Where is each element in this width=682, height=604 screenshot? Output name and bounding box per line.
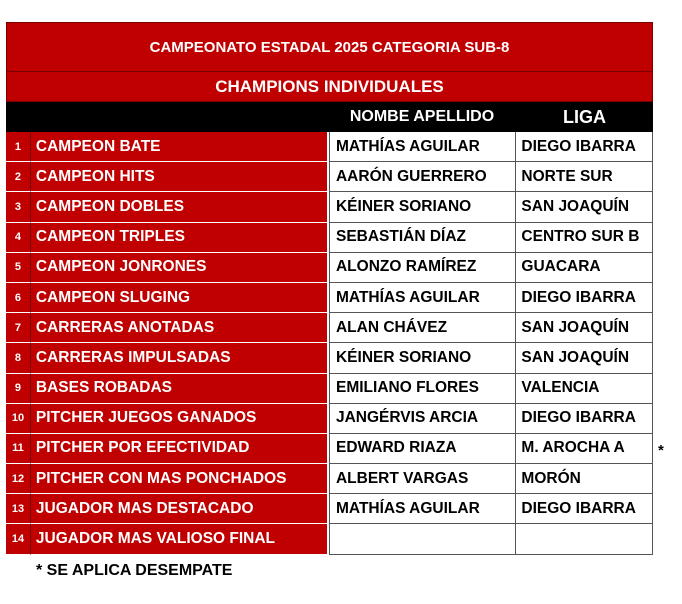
row-name: SEBASTIÁN DÍAZ: [329, 223, 516, 253]
row-category: PITCHER CON MAS PONCHADOS: [30, 464, 327, 494]
row-liga: SAN JOAQUÍN: [516, 343, 653, 373]
row-name: ALAN CHÁVEZ: [329, 313, 516, 343]
tiebreak-mark: *: [658, 442, 664, 459]
table-subtitle: CHAMPIONS INDIVIDUALES: [6, 72, 653, 102]
row-number: 13: [6, 494, 30, 524]
row-number: 7: [6, 313, 30, 343]
row-number: 11: [6, 434, 30, 464]
row-liga: GUACARA: [516, 253, 653, 283]
header-liga: LIGA: [563, 106, 606, 127]
row-liga: SAN JOAQUÍN: [516, 313, 653, 343]
row-name: KÉINER SORIANO: [329, 343, 516, 373]
table-row: [6, 162, 653, 192]
row-name: MATHÍAS AGUILAR: [329, 283, 516, 313]
row-number: 12: [6, 464, 30, 494]
table-header: [6, 102, 653, 132]
row-category: CAMPEON SLUGING: [30, 283, 327, 313]
row-name: EDWARD RIAZA: [329, 434, 516, 464]
table-row: [6, 374, 653, 404]
row-category: JUGADOR MAS VALIOSO FINAL: [30, 524, 327, 554]
row-name: [329, 524, 516, 554]
row-category: CARRERAS ANOTADAS: [30, 313, 327, 343]
table-row: [6, 404, 653, 434]
row-name: MATHÍAS AGUILAR: [329, 494, 516, 524]
table-row: [6, 192, 653, 222]
row-number: 5: [6, 253, 30, 283]
table-row: [6, 253, 653, 283]
table-title: CAMPEONATO ESTADAL 2025 CATEGORIA SUB-8: [6, 22, 653, 72]
row-category: CAMPEON TRIPLES: [30, 223, 327, 253]
row-category: PITCHER JUEGOS GANADOS: [30, 404, 327, 434]
row-name: AARÓN GUERRERO: [329, 162, 516, 192]
row-liga: SAN JOAQUÍN: [516, 192, 653, 222]
table-row: [6, 464, 653, 494]
row-number: 3: [6, 192, 30, 222]
row-liga: MORÓN: [516, 464, 653, 494]
row-number: 8: [6, 343, 30, 373]
row-name: JANGÉRVIS ARCIA: [329, 404, 516, 434]
row-category: CAMPEON JONRONES: [30, 253, 327, 283]
row-category: CARRERAS IMPULSADAS: [30, 343, 327, 373]
champions-table: [6, 22, 653, 555]
row-category: CAMPEON DOBLES: [30, 192, 327, 222]
row-liga: VALENCIA: [516, 374, 653, 404]
row-number: 10: [6, 404, 30, 434]
row-liga: NORTE SUR: [516, 162, 653, 192]
table-row: [6, 343, 653, 373]
row-number: 14: [6, 524, 30, 554]
table-row: [6, 494, 653, 524]
row-category: BASES ROBADAS: [30, 374, 327, 404]
row-number: 4: [6, 223, 30, 253]
row-liga: DIEGO IBARRA: [516, 283, 653, 313]
row-name: ALBERT VARGAS: [329, 464, 516, 494]
row-number: 6: [6, 283, 30, 313]
table-row: [6, 223, 653, 253]
row-liga: [516, 524, 653, 554]
row-liga: CENTRO SUR B: [516, 223, 653, 253]
header-num: [6, 102, 30, 132]
row-name: MATHÍAS AGUILAR: [329, 132, 516, 162]
row-number: 1: [6, 132, 30, 162]
row-name: ALONZO RAMÍREZ: [329, 253, 516, 283]
table-row: [6, 283, 653, 313]
row-number: 9: [6, 374, 30, 404]
header-category: [30, 102, 328, 132]
table-row: [6, 132, 653, 162]
footnote: * SE APLICA DESEMPATE: [36, 562, 233, 579]
header-name: NOMBE APELLIDO: [349, 108, 495, 125]
row-name: KÉINER SORIANO: [329, 192, 516, 222]
row-liga: DIEGO IBARRA: [516, 132, 653, 162]
row-category: PITCHER POR EFECTIVIDAD: [30, 434, 327, 464]
table-row: [6, 313, 653, 343]
row-category: CAMPEON HITS: [30, 162, 327, 192]
row-category: CAMPEON BATE: [30, 132, 327, 162]
table-row: [6, 434, 653, 464]
row-liga: M. AROCHA A: [516, 434, 653, 464]
row-number: 2: [6, 162, 30, 192]
table-row: [6, 524, 653, 554]
row-name: EMILIANO FLORES: [329, 374, 516, 404]
row-category: JUGADOR MAS DESTACADO: [30, 494, 327, 524]
row-liga: DIEGO IBARRA: [516, 494, 653, 524]
row-liga: DIEGO IBARRA: [516, 404, 653, 434]
